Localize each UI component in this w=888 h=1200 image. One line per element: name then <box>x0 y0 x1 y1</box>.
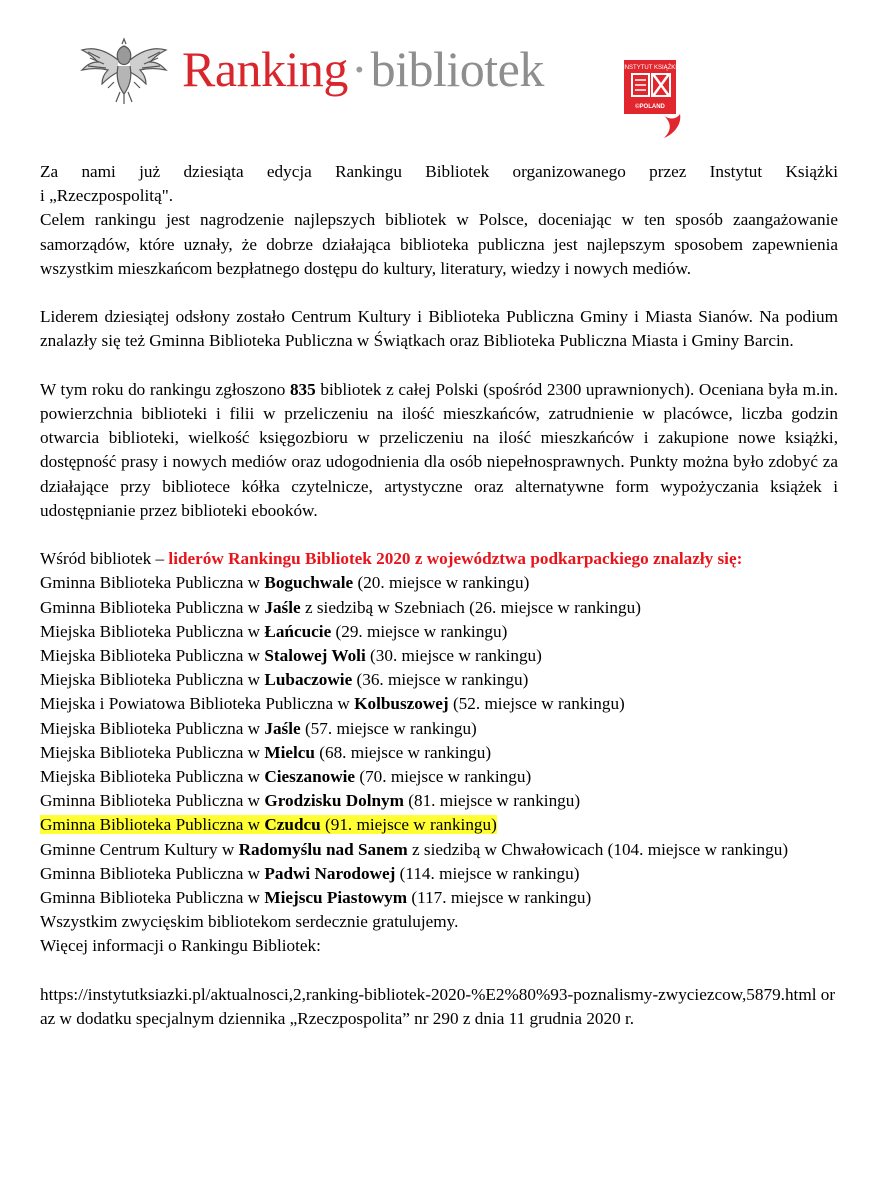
paragraph-gap <box>40 959 838 983</box>
library-location: Grodzisku Dolnym <box>264 791 404 811</box>
library-location: Stalowej Woli <box>264 646 366 666</box>
library-rank: (68. miejsce w rankingu) <box>314 742 492 762</box>
library-entry <box>40 840 788 859</box>
library-type: Gminna Biblioteka Publiczna w <box>40 791 265 811</box>
congrats-line: Wszystkim zwycięskim bibliotekom serdecznie gratulujemy. <box>40 912 459 932</box>
eagle-emblem-icon <box>78 36 170 106</box>
paragraph-gap <box>40 354 838 378</box>
library-location: Boguchwale <box>264 573 354 593</box>
library-rank: (91. miejsce w rankingu) <box>320 815 497 835</box>
library-type: Miejska Biblioteka Publiczna w <box>40 767 265 787</box>
library-type: Miejska i Powiatowa Biblioteka Publiczna w <box>40 694 355 714</box>
list-intro-before: Wśród bibliotek – <box>40 549 169 569</box>
stats-before: W tym roku do rankingu zgłoszono <box>40 379 290 399</box>
library-list-item <box>40 620 838 644</box>
library-list-item <box>40 717 838 741</box>
library-entry <box>40 743 491 762</box>
library-entry <box>40 791 580 810</box>
library-list-item <box>40 596 838 620</box>
brand-bibliotek: bibliotek <box>370 41 544 97</box>
brand-logo-text <box>182 40 544 110</box>
library-entry <box>40 815 497 834</box>
library-location: Mielcu <box>264 742 315 762</box>
library-rank: (20. miejsce w rankingu) <box>353 573 530 593</box>
library-location: Łańcucie <box>264 621 332 641</box>
library-type: Miejska Biblioteka Publiczna w <box>40 718 265 738</box>
library-list-item <box>40 644 838 668</box>
library-entry <box>40 888 591 907</box>
intro-paragraph-2: Celem rankingu jest nagrodzenie najlepszych bibliotek w Polsce, doceniając w ten sposób zaangażowanie samorządów, które uznały, że dobrze działająca biblioteka publiczna jest najlepszym sposobem zapewnienia wszystkim mieszkańcom bezpłatnego dostępu do kultury, literatury, wiedzy i nowych mediów. <box>40 210 838 278</box>
source-after: oraz w dodatku specjalnym dziennika „Rzeczpospolita” nr 290 z dnia 11 grudnia 2020 r. <box>40 984 836 1029</box>
library-location: Jaśle <box>264 597 301 617</box>
library-location: Czudcu <box>264 815 321 835</box>
library-location: Cieszanowie <box>264 767 356 787</box>
library-location: Lubaczowie <box>264 670 353 690</box>
library-list-item <box>40 789 838 813</box>
library-entry <box>40 598 641 617</box>
library-type: Miejska Biblioteka Publiczna w <box>40 670 265 690</box>
library-entry <box>40 864 579 883</box>
library-rank: (29. miejsce w rankingu) <box>331 621 508 641</box>
stats-count: 835 <box>289 379 316 399</box>
library-type: Gminna Biblioteka Publiczna w <box>40 888 265 908</box>
library-entry <box>40 646 542 665</box>
library-list-item <box>40 765 838 789</box>
library-entry <box>40 719 477 738</box>
leaders-paragraph: Liderem dziesiątej odsłony zostało Centrum Kultury i Biblioteka Publiczna Gminy i Miasta Sianów. Na podium znalazły się też Gminna Biblioteka Publiczna w Świątkach oraz Biblioteka Publiczna Miasta i Gminy Barcin. <box>40 307 838 351</box>
library-list-item <box>40 741 838 765</box>
library-rank: (36. miejsce w rankingu) <box>352 670 529 690</box>
source-url[interactable]: https://instytutksiazki.pl/aktualnosci,2,ranking-bibliotek-2020-%E2%80%93-poznalismy-zwyciezcow,5879.html <box>40 984 817 1004</box>
stats-after: bibliotek z całej Polski (spośród 2300 uprawnionych). Oceniana była m.in. powierzchnia biblioteki i filii w przeliczeniu na ilość mieszkańców, zatrudnienie w placówce, liczba godzin otwarcia biblioteki, wielkość księgozbioru w przeliczeniu na ilość mieszkańców i zakupione nowe książki, dostępność prasy i nowych mediów oraz udogodnienia dla osób niepełnosprawnych. Punkty można było zdobyć za działające przy bibliotece kółka czytelnicze, artystyczne oraz alternatywne form wypożyczania książek i udostępnianie przez biblioteki ebooków. <box>40 379 838 520</box>
library-rank: (30. miejsce w rankingu) <box>365 646 542 666</box>
library-location: Kolbuszowej <box>354 694 449 714</box>
library-entry <box>40 767 531 786</box>
library-entry <box>40 573 529 592</box>
source-paragraph <box>40 983 838 1031</box>
library-location: Jaśle <box>264 718 301 738</box>
library-rank: (57. miejsce w rankingu) <box>300 718 477 738</box>
svg-text:©POLAND: ©POLAND <box>635 104 665 110</box>
library-entry <box>40 694 625 713</box>
library-rank: z siedzibą w Chwałowicach (104. miejsce w rankingu) <box>407 839 789 859</box>
intro-line-2: i „Rzeczpospolitą". <box>40 186 174 206</box>
library-type: Gminna Biblioteka Publiczna w <box>40 815 265 835</box>
library-type: Gminne Centrum Kultury w <box>40 839 239 859</box>
library-type: Miejska Biblioteka Publiczna w <box>40 621 265 641</box>
intro-line-1: Za nami już dziesiąta edycja Rankingu Bibliotek organizowanego przez Instytut Książki <box>40 162 838 181</box>
paragraph-gap <box>40 281 838 305</box>
library-list-item <box>40 668 838 692</box>
library-type: Miejska Biblioteka Publiczna w <box>40 646 265 666</box>
library-rank: (117. miejsce w rankingu) <box>407 888 592 908</box>
brand-dot: · <box>350 41 368 97</box>
library-entry <box>40 622 507 641</box>
brand-ranking: Ranking <box>182 41 348 97</box>
stats-paragraph <box>40 378 838 523</box>
library-rank: (81. miejsce w rankingu) <box>403 791 581 811</box>
library-rank: (114. miejsce w rankingu) <box>395 863 580 883</box>
library-entry <box>40 670 528 689</box>
paragraph-gap <box>40 523 838 547</box>
library-location: Radomyślu nad Sanem <box>238 839 408 859</box>
library-list-item <box>40 692 838 716</box>
library-list-item <box>40 571 838 595</box>
header <box>78 28 677 118</box>
article-body <box>40 160 838 1031</box>
library-rank: (70. miejsce w rankingu) <box>355 767 532 787</box>
list-intro <box>40 547 838 571</box>
library-rank: (52. miejsce w rankingu) <box>448 694 625 714</box>
more-info-line: Więcej informacji o Rankingu Bibliotek: <box>40 936 321 956</box>
library-location: Miejscu Piastowym <box>264 888 408 908</box>
library-list-item <box>40 838 838 862</box>
library-type: Gminna Biblioteka Publiczna w <box>40 863 265 883</box>
library-type: Gminna Biblioteka Publiczna w <box>40 597 265 617</box>
library-list <box>40 571 838 910</box>
library-list-item <box>40 862 838 886</box>
svg-text:INSTYTUT KSIĄŻKI: INSTYTUT KSIĄŻKI <box>623 65 677 71</box>
library-location: Padwi Narodowej <box>264 863 396 883</box>
list-intro-highlight: liderów Rankingu Bibliotek 2020 z województwa podkarpackiego znalazły się: <box>168 549 743 569</box>
library-list-item <box>40 813 838 837</box>
library-type: Gminna Biblioteka Publiczna w <box>40 573 265 593</box>
library-list-item <box>40 886 838 910</box>
library-rank: z siedzibą w Szebniach (26. miejsce w rankingu) <box>300 597 641 617</box>
instytut-ksiazki-logo <box>622 58 684 140</box>
library-type: Miejska Biblioteka Publiczna w <box>40 742 265 762</box>
